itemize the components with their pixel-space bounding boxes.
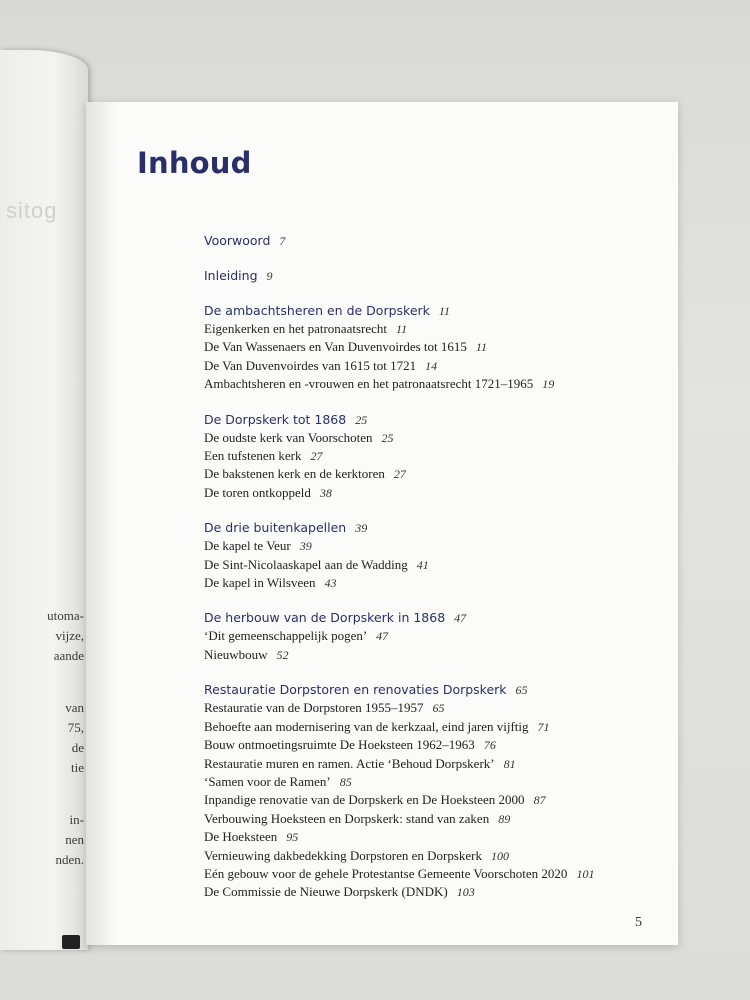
left-page-line: in-	[69, 812, 84, 827]
entry-title: De Sint-Nicolaaskapel aan de Wadding	[204, 556, 408, 572]
toc-entry	[204, 847, 664, 865]
entry-title: Eén gebouw voor de gehele Protestantse Gemeente Voorschoten 2020	[204, 865, 568, 881]
left-page-line: utoma-	[47, 608, 84, 623]
toc-entry	[204, 736, 664, 754]
entry-page-number: 95	[286, 830, 299, 845]
entry-page-number: 85	[339, 774, 352, 789]
entry-title: Verbouwing Hoeksteen en Dorpskerk: stand van zaken	[204, 810, 490, 826]
toc-entry	[204, 447, 664, 465]
toc-entry	[204, 865, 664, 883]
toc-entry	[204, 537, 664, 555]
section-page-number: 25	[355, 412, 368, 427]
toc-entry	[204, 574, 664, 592]
entry-title: De bakstenen kerk en de kerktoren	[204, 466, 385, 482]
toc-section-heading	[204, 609, 664, 627]
toc-entry	[204, 810, 664, 828]
left-page-line: nden.	[55, 852, 84, 867]
entry-title: De Hoeksteen	[204, 829, 278, 845]
entry-title: Een tufstenen kerk	[204, 448, 302, 464]
section-title: De drie buitenkapellen	[204, 520, 347, 536]
page-number: 5	[635, 915, 642, 930]
entry-page-number: 19	[542, 377, 555, 392]
entry-title: De toren ontkoppeld	[204, 484, 311, 500]
entry-title: Bouw ontmoetingsruimte De Hoeksteen 1962–1963	[204, 737, 475, 753]
entry-page-number: 27	[310, 449, 323, 464]
toc-section-heading	[204, 681, 664, 699]
entry-page-number: 89	[498, 811, 511, 826]
toc-section	[204, 519, 664, 592]
toc-entry	[204, 699, 664, 717]
entry-title: De Commissie de Nieuwe Dorpskerk (DNDK)	[204, 884, 448, 900]
left-page	[0, 50, 88, 950]
entry-title: Restauratie van de Dorpstoren 1955–1957	[204, 700, 424, 716]
section-page-number: 65	[515, 683, 528, 698]
section-page-number: 39	[355, 521, 368, 536]
toc-entry	[204, 338, 664, 356]
left-page-line: de	[71, 740, 84, 755]
entry-title: Nieuwbouw	[204, 646, 268, 662]
table-of-contents	[204, 232, 664, 919]
entry-title: Behoefte aan modernisering van de kerkzaal, eind jaren vijftig	[204, 718, 529, 734]
entry-page-number: 11	[396, 322, 408, 336]
entry-page-number: 76	[483, 738, 496, 753]
toc-section-heading	[204, 411, 664, 429]
entry-page-number: 65	[432, 701, 445, 716]
toc-section-heading	[204, 267, 664, 285]
entry-title: Eigenkerken en het patronaatsrecht	[204, 321, 387, 336]
left-page-line: van	[65, 700, 84, 715]
section-title: De ambachtsheren en de Dorpskerk	[204, 303, 430, 318]
entry-title: Restauratie muren en ramen. Actie ‘Behoud Dorpskerk’	[204, 755, 495, 771]
section-title: Voorwoord	[204, 233, 271, 248]
entry-title: Ambachtsheren en -vrouwen en het patronaatsrecht 1721–1965	[204, 376, 534, 392]
section-title: Restauratie Dorpstoren en renovaties Dorpskerk	[204, 682, 507, 698]
entry-page-number: 11	[475, 340, 487, 355]
entry-page-number: 25	[381, 430, 394, 445]
bleed-through-text: sitog	[6, 198, 58, 223]
entry-page-number: 52	[276, 647, 289, 662]
toc-entry	[204, 755, 664, 773]
toc-entry	[204, 883, 664, 901]
entry-title: De kapel in Wilsveen	[204, 575, 316, 591]
entry-title: De Van Wassenaers en Van Duvenvoirdes tot 1615	[204, 339, 467, 355]
entry-title: ‘Samen voor de Ramen’	[204, 773, 331, 789]
left-page-line: nen	[65, 832, 84, 847]
right-page	[86, 102, 678, 945]
entry-page-number: 87	[533, 793, 546, 808]
toc-section	[204, 681, 664, 901]
section-page-number: 47	[454, 611, 467, 626]
entry-title: De kapel te Veur	[204, 538, 291, 554]
entry-page-number: 27	[393, 467, 406, 482]
toc-entry	[204, 828, 664, 846]
toc-section-heading	[204, 302, 664, 320]
toc-entry	[204, 320, 664, 338]
left-page-line: 75,	[67, 720, 84, 735]
left-page-line: tie	[71, 760, 84, 775]
section-page-number: 11	[438, 304, 451, 318]
page-title: Inhoud	[137, 146, 252, 180]
entry-page-number: 39	[299, 539, 312, 554]
section-page-number: 9	[266, 269, 273, 283]
entry-title: De Van Duvenvoirdes van 1615 tot 1721	[204, 357, 417, 373]
entry-page-number: 47	[376, 629, 389, 644]
toc-section	[204, 232, 664, 250]
entry-page-number: 41	[416, 557, 429, 572]
toc-section	[204, 267, 664, 285]
section-title: De herbouw van de Dorpskerk in 1868	[204, 610, 446, 626]
toc-entry	[204, 556, 664, 574]
toc-entry	[204, 375, 664, 393]
left-page-line: aande	[53, 648, 84, 663]
entry-page-number: 81	[503, 756, 516, 771]
toc-entry	[204, 791, 664, 809]
gutter-shadow	[86, 102, 116, 945]
toc-section-heading	[204, 232, 664, 250]
left-page-line: vijze,	[55, 628, 84, 643]
entry-page-number: 71	[537, 719, 550, 734]
entry-title: Vernieuwing dakbedekking Dorpstoren en Dorpskerk	[204, 847, 482, 863]
toc-entry	[204, 357, 664, 375]
entry-title: Inpandige renovatie van de Dorpskerk en De Hoeksteen 2000	[204, 792, 525, 808]
toc-entry	[204, 429, 664, 447]
entry-title: ‘Dit gemeenschappelijk pogen’	[204, 628, 368, 644]
entry-page-number: 100	[490, 848, 509, 863]
toc-entry	[204, 646, 664, 664]
entry-page-number: 38	[319, 485, 332, 500]
entry-page-number: 43	[324, 576, 337, 591]
toc-section	[204, 411, 664, 503]
toc-section	[204, 302, 664, 394]
toc-entry	[204, 627, 664, 645]
toc-entry	[204, 773, 664, 791]
toc-section-heading	[204, 519, 664, 537]
toc-entry	[204, 465, 664, 483]
entry-page-number: 103	[456, 885, 475, 900]
toc-entry	[204, 484, 664, 502]
section-page-number: 7	[279, 234, 286, 248]
toc-section	[204, 609, 664, 664]
section-title: De Dorpskerk tot 1868	[204, 411, 347, 427]
entry-page-number: 14	[425, 358, 438, 373]
entry-page-number: 101	[576, 866, 595, 881]
entry-title: De oudste kerk van Voorschoten	[204, 429, 373, 445]
section-title: Inleiding	[204, 268, 258, 283]
toc-entry	[204, 718, 664, 736]
spine-mark	[62, 935, 80, 949]
